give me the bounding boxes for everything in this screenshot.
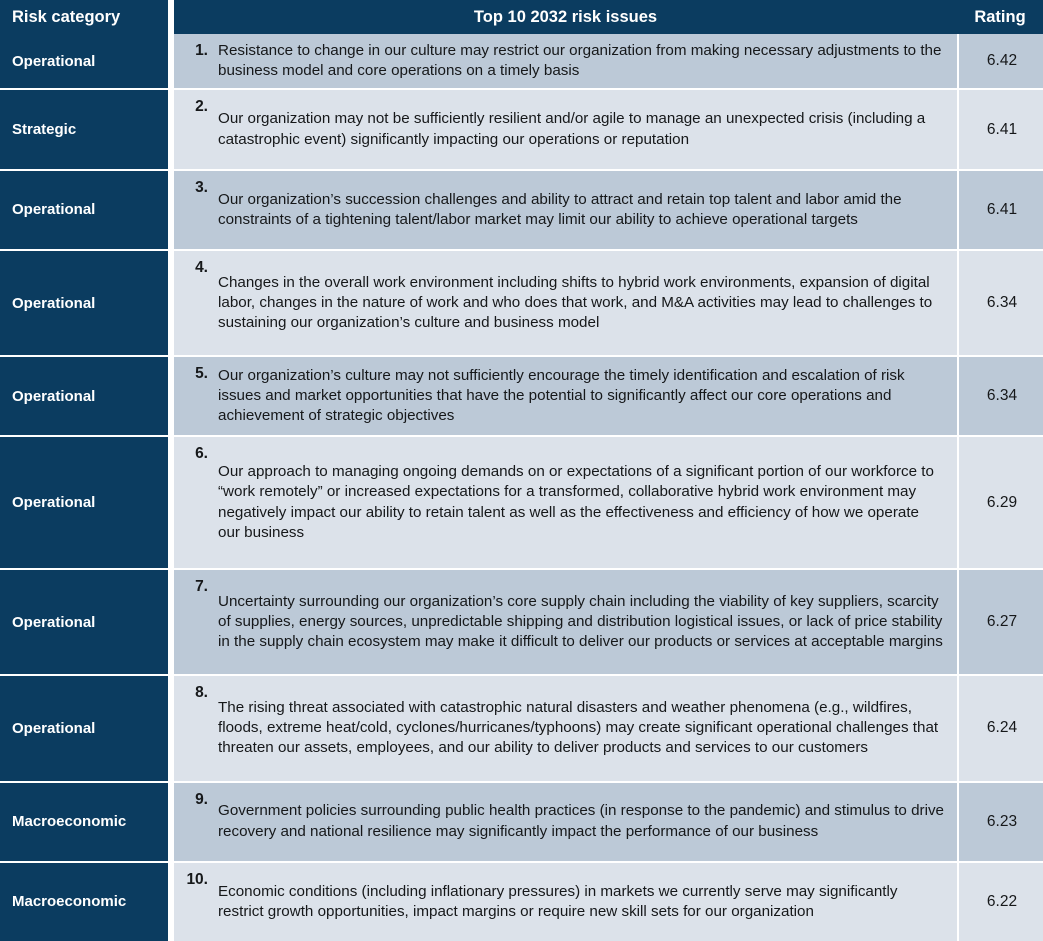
risk-category-cell: Macroeconomic [0,783,168,861]
risk-issue-text: Our approach to managing ongoing demands on or expectations of a significant portion of our workforce to “work remotely” or increased expectations for a transformed, collaborative hybrid work environment may negatively impact our ability to retain talent as well as the effectiveness and efficiency of how we operate our business [218,463,934,541]
table-row [0,863,1043,941]
risk-issue-text: Uncertainty surrounding our organization’s core supply chain including the viability of key suppliers, scarcity of supplies, energy sources, unpredictable shipping and distribution logistical issues, or lack of price stability in the supply chain ecosystem may make it difficult to deliver our products or services at acceptable margins [218,592,943,651]
risk-issue-text: Our organization’s succession challenges and ability to attract and retain top talent and labor amid the constraints of a tightening talent/labor market may limit our ability to achieve operational targets [218,190,902,228]
column-header-rating: Rating [957,0,1043,34]
risk-issue-number: 6. [195,445,208,463]
risk-issue-cell [174,171,957,249]
risk-issue-cell [174,34,957,88]
table-row [0,251,1043,355]
risk-issue-text: Our organization’s culture may not sufficiently encourage the timely identification and escalation of risk issues and market opportunities that have the potential to significantly affect our core operations and achievement of strategic objectives [218,367,905,425]
risk-issue-cell [174,437,957,567]
risk-category-cell: Operational [0,34,168,88]
risk-rating-cell: 6.23 [959,783,1043,861]
table-row [0,437,1043,567]
risk-rating-cell: 6.41 [959,171,1043,249]
risk-category-cell: Operational [0,251,168,355]
risk-issue-text: Our organization may not be sufficiently resilient and/or agile to manage an unexpected crisis (including a catastrophic event) significantly impacting our operations or reputation [218,110,926,148]
risk-issue-number: 8. [195,684,208,702]
risk-issue-number: 9. [195,790,208,808]
risk-rating-cell: 6.41 [959,90,1043,168]
risk-issue-cell [174,570,957,674]
risk-issue-text: The rising threat associated with catastrophic natural disasters and weather phenomena (e.g., wildfires, floods, extreme heat/cold, cyclones/hurricanes/typhoons) may create significant operational challenges that threaten our assets, employees, and our ability to deliver products and services to our customers [218,699,939,757]
risk-issue-text: Economic conditions (including inflationary pressures) in markets we currently serve may significantly restrict growth opportunities, impact margins or require new skill sets for our organization [218,882,898,920]
risk-category-cell: Operational [0,437,168,567]
risk-category-cell: Strategic [0,90,168,168]
risk-issue-text: Resistance to change in our culture may restrict our organization from making necessary adjustments to the business model and core operations on a timely basis [218,42,942,80]
table-row [0,783,1043,861]
table-body [0,34,1043,941]
table-row [0,90,1043,168]
risk-rating-cell: 6.22 [959,863,1043,941]
table-row [0,676,1043,780]
risk-category-cell: Operational [0,357,168,435]
risk-rating-cell: 6.42 [959,34,1043,88]
risk-category-cell: Macroeconomic [0,863,168,941]
risk-rating-cell: 6.24 [959,676,1043,780]
risk-issue-number: 1. [195,42,208,59]
risk-issue-number: 4. [195,258,208,276]
table-header-row [0,0,1043,34]
risk-issue-number: 2. [195,98,208,116]
risk-issue-number: 7. [195,577,208,595]
risk-issue-cell [174,357,957,435]
risk-issue-text: Government policies surrounding public health practices (in response to the pandemic) and stimulus to drive recovery and national resilience may significantly impact the performance of our business [218,802,945,840]
risk-issue-number: 3. [195,178,208,196]
risk-issue-number: 10. [186,870,208,888]
risk-issue-cell [174,783,957,861]
risk-category-cell: Operational [0,676,168,780]
risk-issue-text: Changes in the overall work environment including shifts to hybrid work environments, expansion of digital labor, changes in the nature of work and who does that work, and M&A activities may lead to challenges to sustaining our organization’s culture and business model [218,273,933,332]
risk-category-cell: Operational [0,570,168,674]
risk-issue-cell [174,676,957,780]
risk-issue-cell [174,90,957,168]
risk-rating-cell: 6.27 [959,570,1043,674]
risk-issue-number: 5. [195,365,208,383]
risk-rating-cell: 6.29 [959,437,1043,567]
risk-issue-cell [174,251,957,355]
table-row [0,171,1043,249]
risk-rating-cell: 6.34 [959,251,1043,355]
table-row [0,570,1043,674]
risk-rating-cell: 6.34 [959,357,1043,435]
column-header-risk-issues: Top 10 2032 risk issues [174,0,957,34]
table-row [0,34,1043,88]
risk-category-cell: Operational [0,171,168,249]
table-row [0,357,1043,435]
risk-issue-cell [174,863,957,941]
column-header-risk-category: Risk category [0,0,168,34]
